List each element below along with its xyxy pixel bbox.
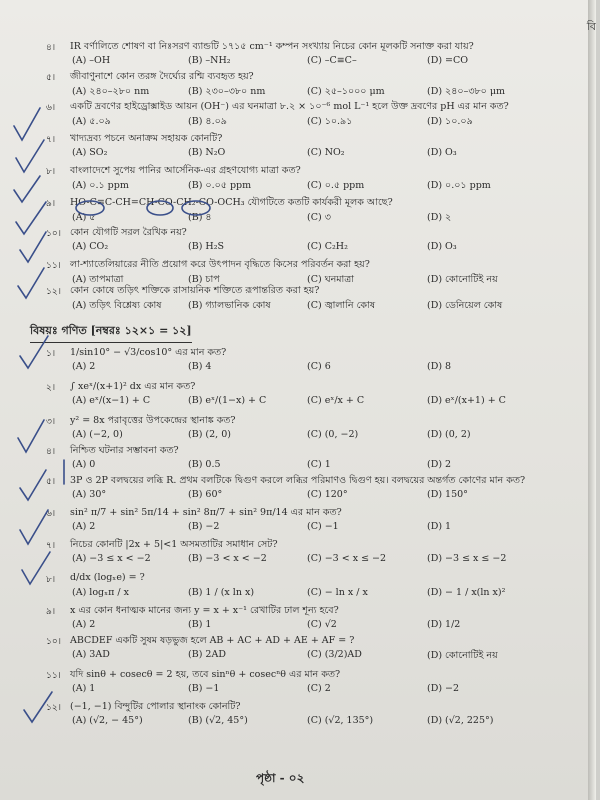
answer-option[interactable]: (B) 1 xyxy=(188,619,212,630)
question-number: ৭। xyxy=(46,135,56,145)
answer-option[interactable]: (A) 0 xyxy=(72,459,96,470)
answer-option[interactable]: (C) ঘনমাত্রা xyxy=(307,274,355,285)
question-number: ৪। xyxy=(46,43,56,53)
answer-option[interactable]: (D) O₃ xyxy=(427,147,457,158)
question-number: ১০। xyxy=(46,229,61,239)
answer-option[interactable]: (C) 1 xyxy=(307,459,331,470)
tick-mark xyxy=(20,232,46,262)
answer-option[interactable]: (B) ৪.০৯ xyxy=(188,116,227,127)
math-section-title: বিষয়ঃ গণিত [নম্বরঃ ১২×১ = ১২] xyxy=(30,322,192,343)
answer-option[interactable]: (C) (√2, 135°) xyxy=(307,715,374,726)
question-number: ৯। xyxy=(46,607,56,617)
answer-option[interactable]: (C) 2 xyxy=(307,683,331,694)
question-text: (−1, −1) বিন্দুটির পোলার স্থানাংক কোনটি? xyxy=(70,701,241,712)
answer-option[interactable]: (D) (√2, 225°) xyxy=(427,715,494,726)
answer-option[interactable]: (A) SO₂ xyxy=(72,147,108,158)
question-number: ৪। xyxy=(46,447,56,457)
answer-option[interactable]: (D) ২৪০–৩৮০ μm xyxy=(427,86,506,97)
question-number: ৬। xyxy=(46,103,56,113)
answer-option[interactable]: (D) 8 xyxy=(427,361,452,372)
question-text: y² = 8x পরাবৃত্তের উপকেন্দ্রের স্থানাঙ্ক কত? xyxy=(70,415,236,426)
question-number: ৫। xyxy=(46,73,56,83)
answer-option[interactable]: (B) 0.5 xyxy=(188,459,221,470)
answer-option[interactable]: (B) –NH₂ xyxy=(188,55,231,66)
question-text: বাংলাদেশে সুপেয় পানির আর্সেনিক-এর গ্রহণযোগ্য মাত্রা কত? xyxy=(70,165,301,176)
answer-option[interactable]: (A) –OH xyxy=(72,55,111,66)
answer-option[interactable]: (A) ২৪০–২৮০ nm xyxy=(72,86,150,97)
answer-option[interactable]: (B) 4 xyxy=(188,361,212,372)
tick-mark xyxy=(18,420,44,452)
answer-option[interactable]: (C) ৩ xyxy=(307,212,331,223)
answer-option[interactable]: (B) −1 xyxy=(188,683,220,694)
answer-option[interactable]: (A) (√2, − 45°) xyxy=(72,715,143,726)
question-text: লা-শ্যাতেলিয়ারের নীতি প্রয়োগ করে উৎপাদন বৃদ্ধিতে কিসের পরিবর্তন করা হয়? xyxy=(70,259,370,270)
question-text: ∫ xeˣ/(x+1)² dx এর মান কত? xyxy=(70,381,196,392)
answer-option[interactable]: (C) ০.৫ ppm xyxy=(307,180,365,191)
answer-option[interactable]: (B) (2, 0) xyxy=(188,429,231,440)
question-text: x এর কোন ধনাত্মক মানের জন্য y = x + x⁻¹ রেখাটির ঢাল শূন্য হবে? xyxy=(70,605,339,616)
answer-option[interactable]: (D) 150° xyxy=(427,489,468,500)
answer-option[interactable]: (D) 1/2 xyxy=(427,619,461,630)
question-text: যদি sinθ + cosecθ = 2 হয়, তবে sinⁿθ + cosecⁿθ এর মান কত? xyxy=(70,669,341,680)
question-number: ৮। xyxy=(46,575,56,585)
answer-option[interactable]: (C) √2 xyxy=(307,619,337,630)
answer-option[interactable]: (D) ২ xyxy=(427,212,452,223)
answer-option[interactable]: (D) 1 xyxy=(427,521,452,532)
answer-option[interactable]: (C) (0, −2) xyxy=(307,429,359,440)
answer-option[interactable]: (B) N₂O xyxy=(188,147,226,158)
answer-option[interactable]: (D) ০.০১ ppm xyxy=(427,180,491,191)
answer-option[interactable]: (C) জ্বালানি কোষ xyxy=(307,300,376,311)
answer-option[interactable]: (B) H₂S xyxy=(188,241,225,252)
answer-option[interactable]: (A) ০.১ ppm xyxy=(72,180,129,191)
answer-option[interactable]: (B) ৪ xyxy=(188,212,212,223)
question-text: খাদ্যদ্রব্য পচনে অনাক্রম সহায়ক কোনটি? xyxy=(70,133,223,144)
answer-option[interactable]: (A) CO₂ xyxy=(72,241,109,252)
answer-option[interactable]: (A) eˣ/(x−1) + C xyxy=(72,395,151,406)
answer-option[interactable]: (D) =CO xyxy=(427,55,469,66)
answer-option[interactable]: (A) 3AD xyxy=(72,649,110,660)
answer-option[interactable]: (D) −2 xyxy=(427,683,460,694)
question-number: ৭। xyxy=(46,541,56,551)
answer-option[interactable]: (C) (3/2)AD xyxy=(307,649,362,660)
answer-option[interactable]: (A) ৫ xyxy=(72,212,96,223)
answer-option[interactable]: (C) NO₂ xyxy=(307,147,345,158)
question-text: কোন যৌগটি সরল রৈখিক নয়? xyxy=(70,227,187,238)
answer-option[interactable]: (A) 2 xyxy=(72,361,96,372)
question-number: ১। xyxy=(46,349,56,359)
tick-mark xyxy=(20,470,46,500)
answer-option[interactable]: (A) 1 xyxy=(72,683,96,694)
question-number: ৯। xyxy=(46,199,56,209)
answer-option[interactable]: (D) ১০.০৯ xyxy=(427,116,473,127)
answer-option[interactable]: (B) গ্যালভানিক কোষ xyxy=(188,300,271,311)
question-number: ১০। xyxy=(46,637,61,647)
answer-option[interactable]: (C) ১০.৯১ xyxy=(307,116,353,127)
answer-option[interactable]: (C) −1 xyxy=(307,521,339,532)
answer-option[interactable]: (B) 60° xyxy=(188,489,223,500)
page-number: পৃষ্ঠা - ০২ xyxy=(256,771,305,785)
answer-option[interactable]: (D) eˣ/(x+1) + C xyxy=(427,395,506,406)
question-text: HO-C≡C-CH=CH-CO-CH₂-CO-OCH₃ যৌগটিতে কতটি কার্যকরী মূলক আছে? xyxy=(70,197,393,208)
answer-option[interactable]: (B) ০.০৫ ppm xyxy=(188,180,252,191)
question-text: d/dx (logₓe) = ? xyxy=(70,572,145,583)
answer-option[interactable]: (A) (−2, 0) xyxy=(72,429,123,440)
answer-option[interactable]: (C) −3 < x ≤ −2 xyxy=(307,553,387,564)
answer-option[interactable]: (A) 30° xyxy=(72,489,107,500)
question-number: ৬। xyxy=(46,509,56,519)
answer-option[interactable]: (B) ২৩০–৩৮০ nm xyxy=(188,86,266,97)
question-number: ১১। xyxy=(46,261,61,271)
question-number: ৩। xyxy=(46,417,56,427)
answer-option[interactable]: (A) −3 ≤ x < −2 xyxy=(72,553,151,564)
question-number: ১২। xyxy=(46,287,61,297)
tick-mark xyxy=(18,268,44,298)
answer-option[interactable]: (B) −3 < x < −2 xyxy=(188,553,267,564)
answer-option[interactable]: (A) 2 xyxy=(72,521,96,532)
answer-option[interactable]: (D) (0, 2) xyxy=(427,429,471,440)
answer-option[interactable]: (B) 1 / (x ln x) xyxy=(188,587,255,598)
answer-option[interactable]: (C) ২৫–১০০০ μm xyxy=(307,86,385,97)
question-text: কোন কোষে তড়িৎ শক্তিকে রাসায়নিক শক্তিতে রূপান্তরিত করা হয়? xyxy=(70,285,320,296)
answer-option[interactable]: (D) কোনোটিই নয় xyxy=(427,650,498,661)
answer-option[interactable]: (A) তড়িৎ বিশ্লেষ্য কোষ xyxy=(72,300,162,311)
question-text: IR বর্ণালিতে শোষণ বা নিঃসরণ ব্যান্ডটি ১৭১৫ cm⁻¹ কম্পন সংখ্যায় নিচের কোন মূলকটি সনাক্ত করা যায়? xyxy=(70,41,474,52)
answer-option[interactable]: (B) −2 xyxy=(188,521,220,532)
answer-option[interactable]: (D) 2 xyxy=(427,459,452,470)
tick-mark xyxy=(16,140,44,172)
answer-option[interactable]: (D) −3 ≤ x ≤ −2 xyxy=(427,553,507,564)
answer-option[interactable]: (B) 2AD xyxy=(188,649,226,660)
tick-mark xyxy=(16,202,46,234)
tick-mark xyxy=(20,510,48,544)
question-text: জীবাণুনাশে কোন তরঙ্গ দৈর্ঘ্যের রশ্মি ব্যবহৃত হয়? xyxy=(70,71,254,82)
question-text: 1/sin10° − √3/cos10° এর মান কত? xyxy=(70,347,227,358)
answer-option[interactable]: (C) eˣ/x + C xyxy=(307,395,365,406)
answer-option[interactable]: (C) 6 xyxy=(307,361,331,372)
answer-option[interactable]: (B) (√2, 45°) xyxy=(188,715,248,726)
question-number: ১১। xyxy=(46,671,61,681)
answer-option[interactable]: (D) ডেনিয়েল কোষ xyxy=(427,300,503,311)
answer-option[interactable]: (A) ৫.০৯ xyxy=(72,116,111,127)
question-text: ABCDEF একটি সুষম ষড়ভুজ হলে AB + AC + AD + AE + AF = ? xyxy=(70,635,355,646)
answer-option[interactable]: (D) কোনোটিই নয় xyxy=(427,274,498,285)
answer-option[interactable]: (A) 2 xyxy=(72,619,96,630)
question-number: ২। xyxy=(46,383,56,393)
question-text: নিশ্চিত ঘটনার সম্ভাবনা কত? xyxy=(70,445,179,456)
question-text: sin² π/7 + sin² 5π/14 + sin² 8π/7 + sin² 9π/14 এর মান কত? xyxy=(70,507,342,518)
question-text: নিচের কোনটি |2x + 5|<1 অসমতাটির সমাধান সেট? xyxy=(70,539,278,550)
answer-option[interactable]: (C) C₂H₂ xyxy=(307,241,348,252)
question-number: ৫। xyxy=(46,477,56,487)
answer-option[interactable]: (A) logₓπ / x xyxy=(72,587,129,598)
side-mark: বি xyxy=(586,20,596,33)
answer-option[interactable]: (B) eˣ/(1−x) + C xyxy=(188,395,267,406)
answer-option[interactable]: (C) − ln x / x xyxy=(307,587,368,598)
question-number: ১২। xyxy=(46,703,61,713)
answer-option[interactable]: (C) –C≡C– xyxy=(307,55,357,66)
tick-mark xyxy=(14,108,40,140)
question-text: একটি দ্রবণের হাইড্রোক্সাইড আয়ন (OH⁻) এর ঘনমাত্রা ৮.২ × ১০⁻⁶ mol L⁻¹ হলে উক্ত দ্রবণের pH এর মান কত? xyxy=(70,101,509,112)
answer-option[interactable]: (D) − 1 / x(ln x)² xyxy=(427,587,506,598)
page-edge xyxy=(588,0,596,800)
answer-option[interactable]: (D) O₃ xyxy=(427,241,457,252)
tick-mark xyxy=(14,176,40,202)
question-text: 3P ও 2P বলদ্বয়ের লব্ধি R. প্রথম বলটিকে দ্বিগুণ করলে লব্ধির পরিমাণও দ্বিগুণ হয়। বলদ্বয়ের অন্তর্গত কোণের মান কত? xyxy=(70,475,526,486)
answer-option[interactable]: (C) 120° xyxy=(307,489,348,500)
answer-option[interactable]: (B) চাপ xyxy=(188,274,220,285)
answer-option[interactable]: (A) তাপমাত্রা xyxy=(72,274,124,285)
question-number: ৮। xyxy=(46,167,56,177)
